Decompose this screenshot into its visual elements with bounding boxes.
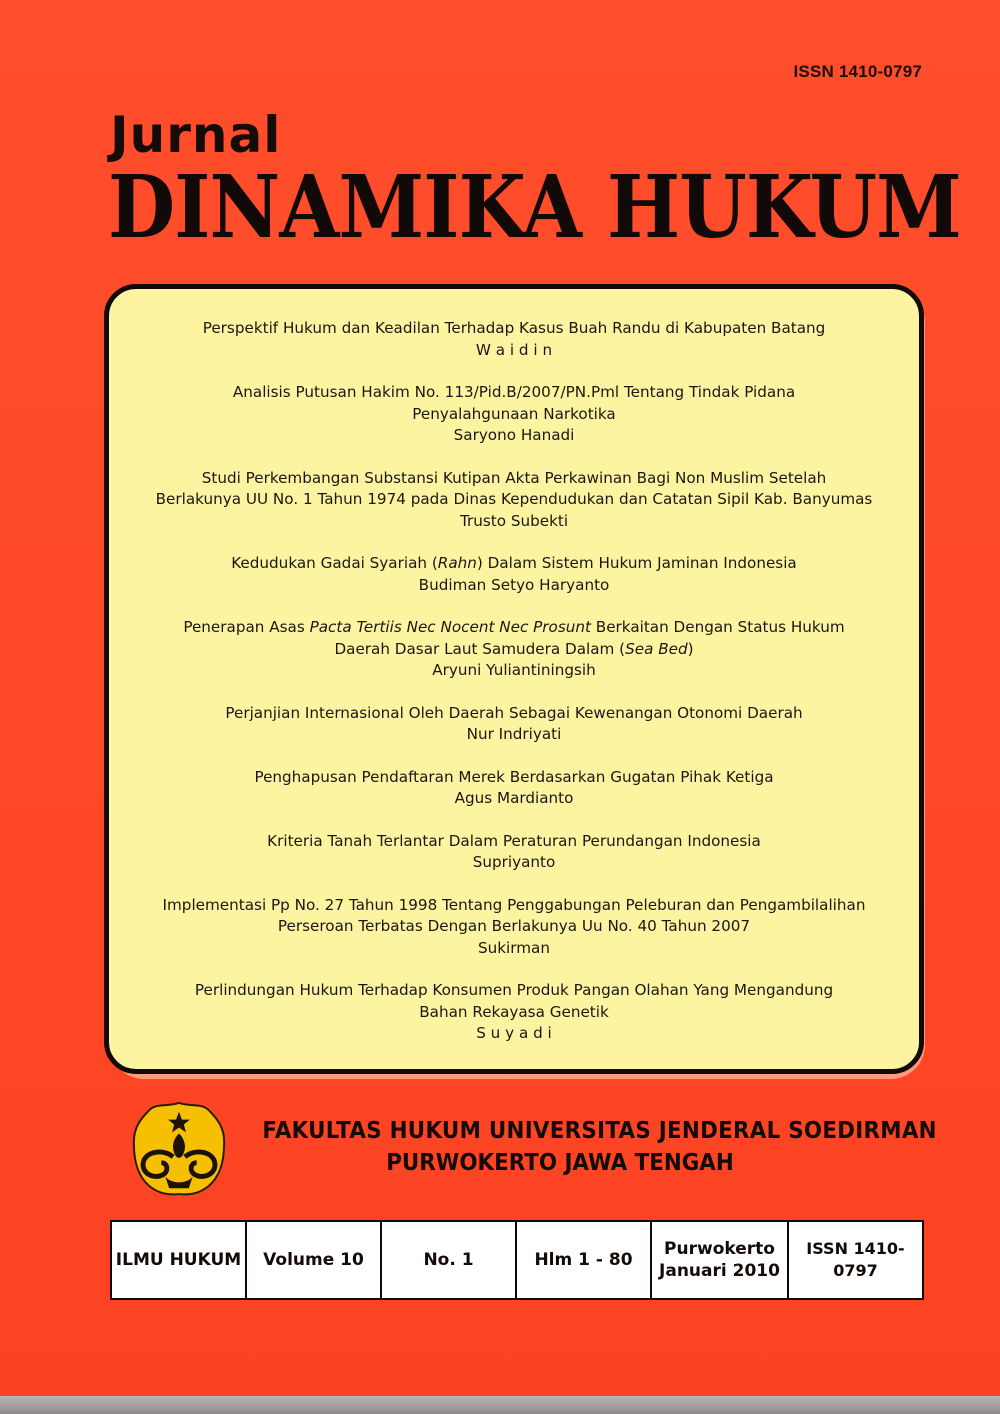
article-title: Perspektif Hukum dan Keadilan Terhadap Kasus Buah Randu di Kabupaten Batang [202, 319, 826, 337]
article-author: Supriyanto [472, 853, 556, 871]
date-text: Januari 2010 [659, 1261, 780, 1281]
toc-entry [110, 703, 918, 746]
title-part: ) Dalam Sistem Hukum Jaminan Indonesia [476, 554, 797, 572]
article-author: Trusto Subekti [459, 511, 569, 530]
article-title: Studi Perkembangan Substansi Kutipan Akta Perkawinan Bagi Non Muslim Setelah [201, 468, 827, 487]
article-title: Penyalahgunaan Narkotika [412, 404, 616, 423]
number-cell: No. 1 [382, 1222, 517, 1298]
issn-header: ISSN 1410-0797 [793, 62, 922, 81]
article-title: Implementasi Pp No. 27 Tahun 1998 Tentang Penggabungan Peleburan dan Pengambilalihan [162, 895, 866, 914]
title-part: Kedudukan Gadai Syariah ( [231, 554, 438, 572]
article-title: Kriteria Tanah Terlantar Dalam Peraturan Perundangan Indonesia [267, 831, 761, 850]
publisher-block [240, 1118, 937, 1176]
article-title: Perlindungan Hukum Terhadap Konsumen Produk Pangan Olahan Yang Mengandung [194, 981, 834, 999]
journal-title: DINAMIKA HUKUM [108, 157, 961, 258]
toc-entry [110, 318, 918, 361]
article-title: Berlakunya UU No. 1 Tahun 1974 pada Dinas Kependudukan dan Catatan Sipil Kab. Banyumas [155, 490, 873, 508]
article-author: Saryono Hanadi [453, 426, 575, 444]
toc-entry [110, 895, 918, 960]
field-cell: ILMU HUKUM [112, 1222, 247, 1298]
toc-entry [110, 617, 918, 682]
article-title [110, 639, 918, 661]
publisher-name: FAKULTAS HUKUM UNIVERSITAS JENDERAL SOEDIRMAN [262, 1118, 937, 1144]
article-title: Analisis Putusan Hakim No. 113/Pid.B/2007/PN.Pml Tentang Tindak Pidana [232, 383, 796, 401]
publisher-location: PURWOKERTO JAWA TENGAH [386, 1150, 734, 1176]
issue-info-table [110, 1220, 924, 1300]
article-author: Nur Indriyati [466, 725, 562, 743]
journal-word: Jurnal [110, 106, 282, 164]
article-author: Budiman Setyo Haryanto [418, 575, 610, 594]
title-italic: Rahn [437, 554, 477, 572]
article-author: S u y a d i [476, 1024, 552, 1042]
title-part: Penerapan Asas [183, 618, 310, 636]
article-title: Perseroan Terbatas Dengan Berlakunya Uu No. 40 Tahun 2007 [277, 917, 751, 935]
table-of-contents [110, 318, 918, 1066]
article-author: Sukirman [478, 938, 550, 957]
article-title: Bahan Rekayasa Genetik [419, 1002, 609, 1021]
article-title [110, 617, 918, 639]
volume-cell: Volume 10 [247, 1222, 382, 1298]
place-date-cell [652, 1222, 789, 1298]
toc-entry [110, 553, 918, 596]
scan-edge [0, 1396, 1000, 1414]
city-text: Purwokerto [664, 1239, 775, 1259]
pages-cell: Hlm 1 - 80 [517, 1222, 652, 1298]
toc-entry [110, 468, 918, 533]
article-title: Perjanjian Internasional Oleh Daerah Sebagai Kewenangan Otonomi Daerah [225, 703, 803, 722]
title-part: Daerah Dasar Laut Samudera Dalam ( [334, 639, 626, 658]
issn-cell: ISSN 1410-0797 [806, 1239, 905, 1280]
toc-entry [110, 382, 918, 447]
article-author: Agus Mardianto [454, 789, 574, 807]
university-emblem-icon [130, 1100, 228, 1198]
title-part: Berkaitan Dengan Status Hukum [590, 618, 845, 636]
title-part: ) [687, 639, 694, 658]
toc-entry [110, 831, 918, 874]
title-italic: Pacta Tertiis Nec Nocent Nec Prosunt [309, 618, 591, 636]
article-title: Penghapusan Pendaftaran Merek Berdasarkan Gugatan Pihak Ketiga [254, 767, 774, 786]
toc-entry [110, 980, 918, 1045]
title-italic: Sea Bed [625, 639, 688, 658]
article-author: Aryuni Yuliantiningsih [432, 661, 596, 679]
toc-entry [110, 767, 918, 810]
article-author: W a i d i n [475, 340, 553, 359]
article-title [110, 553, 918, 575]
